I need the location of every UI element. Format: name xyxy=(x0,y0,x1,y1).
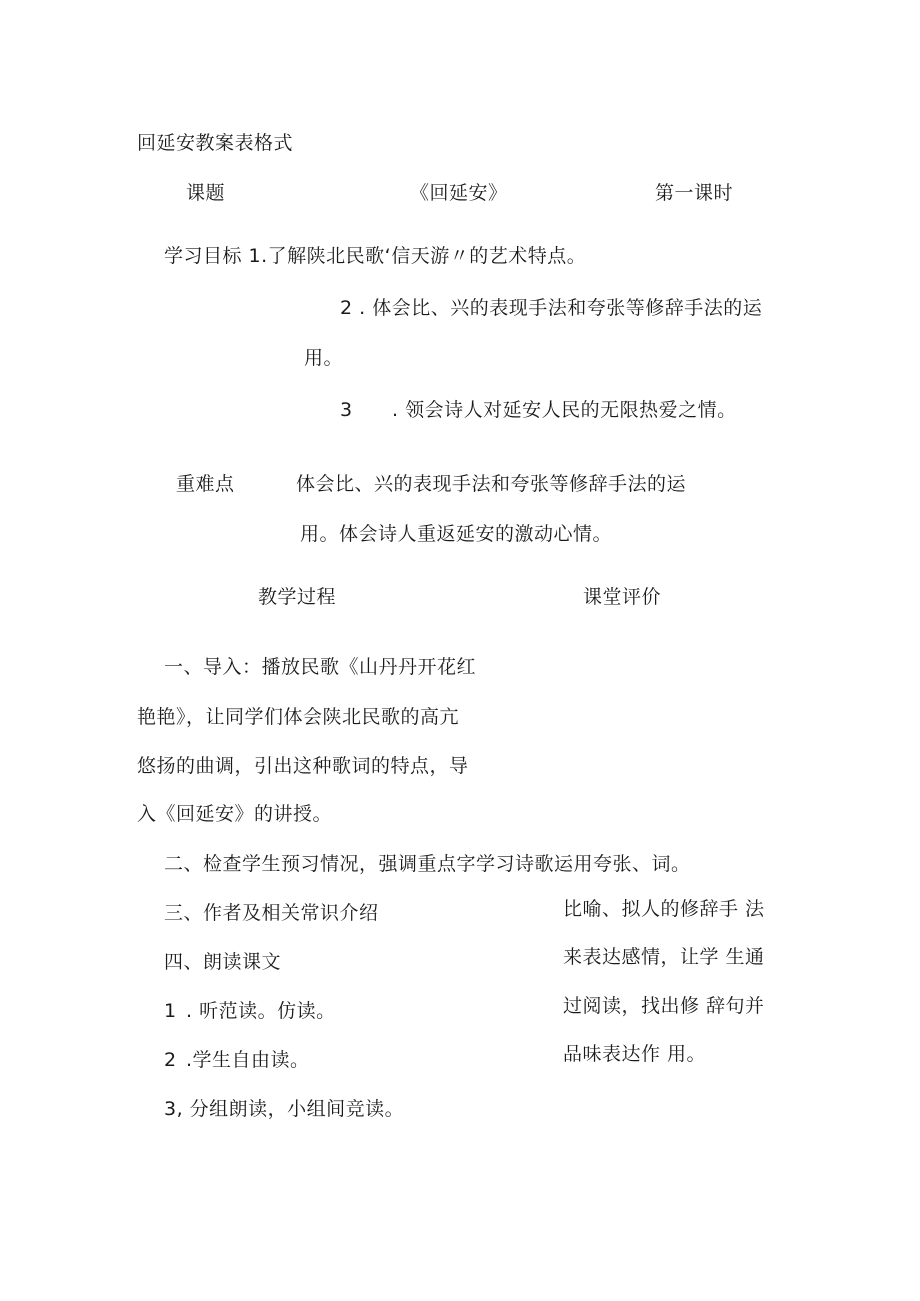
intro-line-4: 入《回延安》的讲授。 xyxy=(137,803,333,825)
session-label: 第一课时 xyxy=(655,182,734,204)
process-column-header: 教学过程 xyxy=(258,586,337,608)
evaluation-line-4: 品味表达作 用。 xyxy=(563,1043,707,1065)
step-3: 三、作者及相关常识介绍 xyxy=(164,902,379,924)
reading-2-text: .学生自由读。 xyxy=(186,1049,310,1071)
step-4: 四、朗读课文 xyxy=(164,951,282,973)
step-2: 二、检查学生预习情况，强调重点字学习诗歌运用夸张、词。 xyxy=(164,853,691,875)
topic-label: 课题 xyxy=(186,182,226,204)
evaluation-line-2: 来表达感情，让学 生通 xyxy=(563,946,765,968)
topic-value: 《回延安》 xyxy=(410,182,508,204)
objective-line-2-cont: 用。 xyxy=(304,347,344,369)
key-points-line-2: 用。体会诗人重返延安的激动心情。 xyxy=(300,523,613,545)
objective-line-2: 2 . 体会比、兴的表现手法和夸张等修辞手法的运 xyxy=(340,297,763,319)
reading-2-num: 2 xyxy=(164,1049,177,1071)
doc-title: 回延安教案表格式 xyxy=(137,132,294,154)
key-points-line-1: 体会比、兴的表现手法和夸张等修辞手法的运 xyxy=(296,473,687,495)
evaluation-line-1: 比喻、拟人的修辞手 法 xyxy=(563,898,765,920)
intro-line-2: 艳艳》，让同学们体会陕北民歌的高亢 xyxy=(137,706,460,728)
evaluation-column-header: 课堂评价 xyxy=(583,586,662,608)
intro-line-1: 一、导入：播放民歌《山丹丹开花红 xyxy=(164,656,477,678)
evaluation-line-3: 过阅读，找出修 辞句并 xyxy=(563,995,765,1017)
objective-line-1: 学习目标 1.了解陕北民歌‘信天游〃的艺术特点。 xyxy=(164,245,587,267)
intro-line-3: 悠扬的曲调，引出这种歌词的特点，导 xyxy=(137,755,469,777)
reading-3: 3, 分组朗读，小组间竞读。 xyxy=(164,1098,405,1120)
reading-1-num: 1 xyxy=(164,1000,177,1022)
objective-line-3-text: . 领会诗人对延安人民的无限热爱之情。 xyxy=(392,399,737,421)
reading-1-text: . 听范读。仿读。 xyxy=(186,1000,336,1022)
objective-line-3-num: 3 xyxy=(340,399,353,421)
key-points-label: 重难点 xyxy=(176,473,235,495)
